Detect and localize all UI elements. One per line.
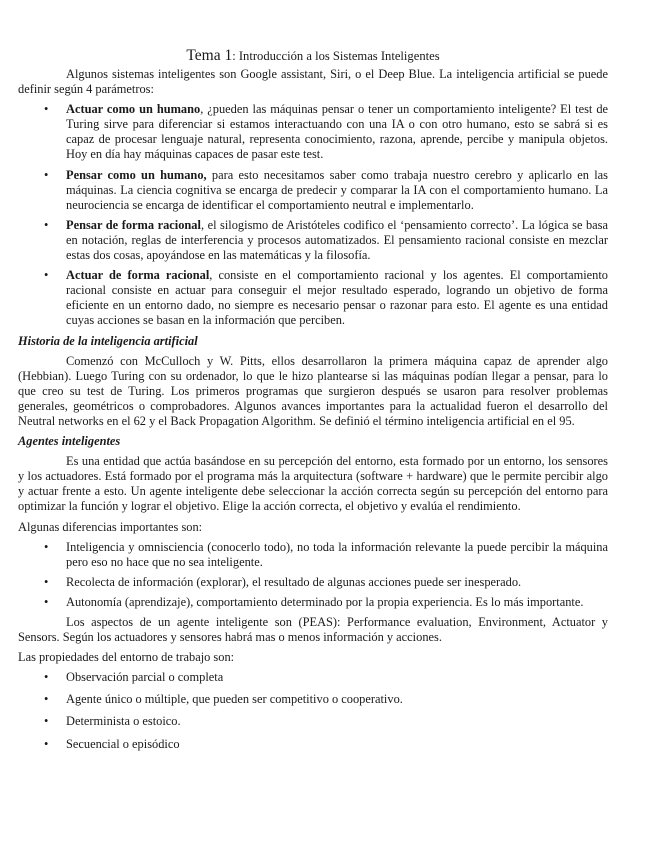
bullet-icon: •	[44, 217, 49, 232]
definition: para esto necesitamos saber como trabaja nuestro cerebro y aplicarlo en las máquinas. La ciencia cognitiva se encarga de predecir y comparar la IA con el comportamiento humano. La neurociencia se encarga de identificar el comportamiento neutral e implementarlo.	[66, 167, 608, 212]
properties-list	[18, 670, 608, 751]
bullet-icon: •	[44, 736, 49, 751]
list-item	[18, 218, 608, 263]
bullet-icon: •	[44, 167, 49, 182]
document-page	[18, 47, 608, 759]
title-main: Tema 1	[186, 47, 233, 64]
agents-heading: Agentes inteligentes	[18, 434, 121, 449]
list-item: • Secuencial o episódico	[44, 736, 180, 751]
bullet-icon: •	[44, 594, 49, 609]
bullet-icon: •	[44, 714, 49, 729]
definition: , el silogismo de Aristóteles codifico el ‘pensamiento correcto’. La lógica se basa en notación, reglas de interferencia y procesos automatizados. El pensamiento racional consiste en mezclar estas dos cosas, apoyándose en las matemáticas y la filosofía.	[66, 217, 608, 263]
list-item: • Determinista o estoico.	[44, 714, 181, 729]
parameters-list	[18, 102, 608, 328]
intro-paragraph: Algunos sistemas inteligentes son Google assistant, Siri, o el Deep Blue. La inteligencia artificial se puede definir según 4 parámetros:	[18, 67, 608, 97]
term: Actuar como un humano	[66, 102, 201, 117]
list-item	[18, 102, 608, 162]
bullet-icon: •	[44, 692, 49, 707]
page-title	[18, 47, 608, 65]
bullet-icon: •	[44, 268, 49, 283]
list-item: • Autonomía (aprendizaje), comportamiento determinado por la propia experiencia. Es lo más importante.	[44, 594, 584, 609]
list-item	[18, 268, 608, 328]
bullet-icon: •	[44, 102, 49, 117]
peas-paragraph: Los aspectos de un agente inteligente son (PEAS): Performance evaluation, Environment, Actuator y Sensors. Según los actuadores y sensores habrá mas o menos información y acciones.	[18, 615, 608, 645]
list-item: • Agente único o múltiple, que pueden ser competitivo o cooperativo.	[44, 692, 403, 707]
differences-list	[18, 540, 608, 610]
bullet-icon: •	[44, 670, 49, 685]
term: Actuar de forma racional	[66, 268, 210, 283]
list-item: • Observación parcial o completa	[44, 670, 224, 685]
bullet-icon: •	[44, 539, 49, 554]
list-item	[18, 168, 608, 213]
bullet-icon: •	[44, 574, 49, 589]
differences-intro: Algunas diferencias importantes son:	[18, 519, 203, 534]
list-item: • Recolecta de información (explorar), el resultado de algunas acciones puede ser inesperado.	[44, 574, 522, 589]
definition: , ¿pueden las máquinas pensar o tener un comportamiento inteligente? El test de Turing sirve para diferenciar si estamos interactuando con una IA o con otro humano, esto se sabrá si es capaz de procesar lenguaje natural, representa conocimiento, razona, aprende, percibe y manipula objetos. Hoy en día hay máquinas capaces de pasar este test.	[66, 102, 609, 162]
definition: , consiste en el comportamiento racional y los agentes. El comportamiento racional consiste en actuar para conseguir el mejor resultado esperado, logrando un objetivo de forma eficiente en un entorno dado, no siempre es necesario pensar o razonar para esto. El agente es una entidad cuyas acciones se basan en la información que perciben.	[66, 268, 608, 328]
term: Pensar como un humano,	[66, 167, 207, 182]
agents-paragraph: Es una entidad que actúa basándose en su percepción del entorno, esta formado por un entorno, los sensores y los actuadores. Está formado por el programa más la arquitectura (software + hardware) que le permite percibir algo y actuar frente a esto. Un agente inteligente debe seleccionar la acción correcta según su percepción del entorno para optimizar la función y lograr el objetivo. Elige la acción correcta, el objetivo y evalúa el rendimiento.	[18, 454, 608, 514]
term: Pensar de forma racional	[66, 217, 201, 232]
history-heading: Historia de la inteligencia artificial	[18, 333, 198, 348]
properties-intro: Las propiedades del entorno de trabajo son:	[18, 650, 235, 665]
title-sub: : Introducción a los Sistemas Inteligentes	[232, 49, 440, 63]
history-paragraph: Comenzó con McCulloch y W. Pitts, ellos desarrollaron la primera máquina capaz de aprender algo (Hebbian). Luego Turing con su ordenador, lo que le hizo plantearse si las máquinas podían llegar a pensar, para lo que creo su test de Turing. Los primeros programas que surgieron después se usaron para resolver problemas generales, geométricos o comprobadores. Algunos avances importantes para la actualidad fueron el desarrollo del Neutral networks en el 62 y el Back Propagation Algorithm. Se definió el término inteligencia artificial en el 95.	[18, 353, 608, 428]
list-item: • Inteligencia y omnisciencia (conocerlo todo), no toda la información relevante la puede percibir la máquina pero eso no hace que no sea inteligente.	[44, 539, 608, 569]
